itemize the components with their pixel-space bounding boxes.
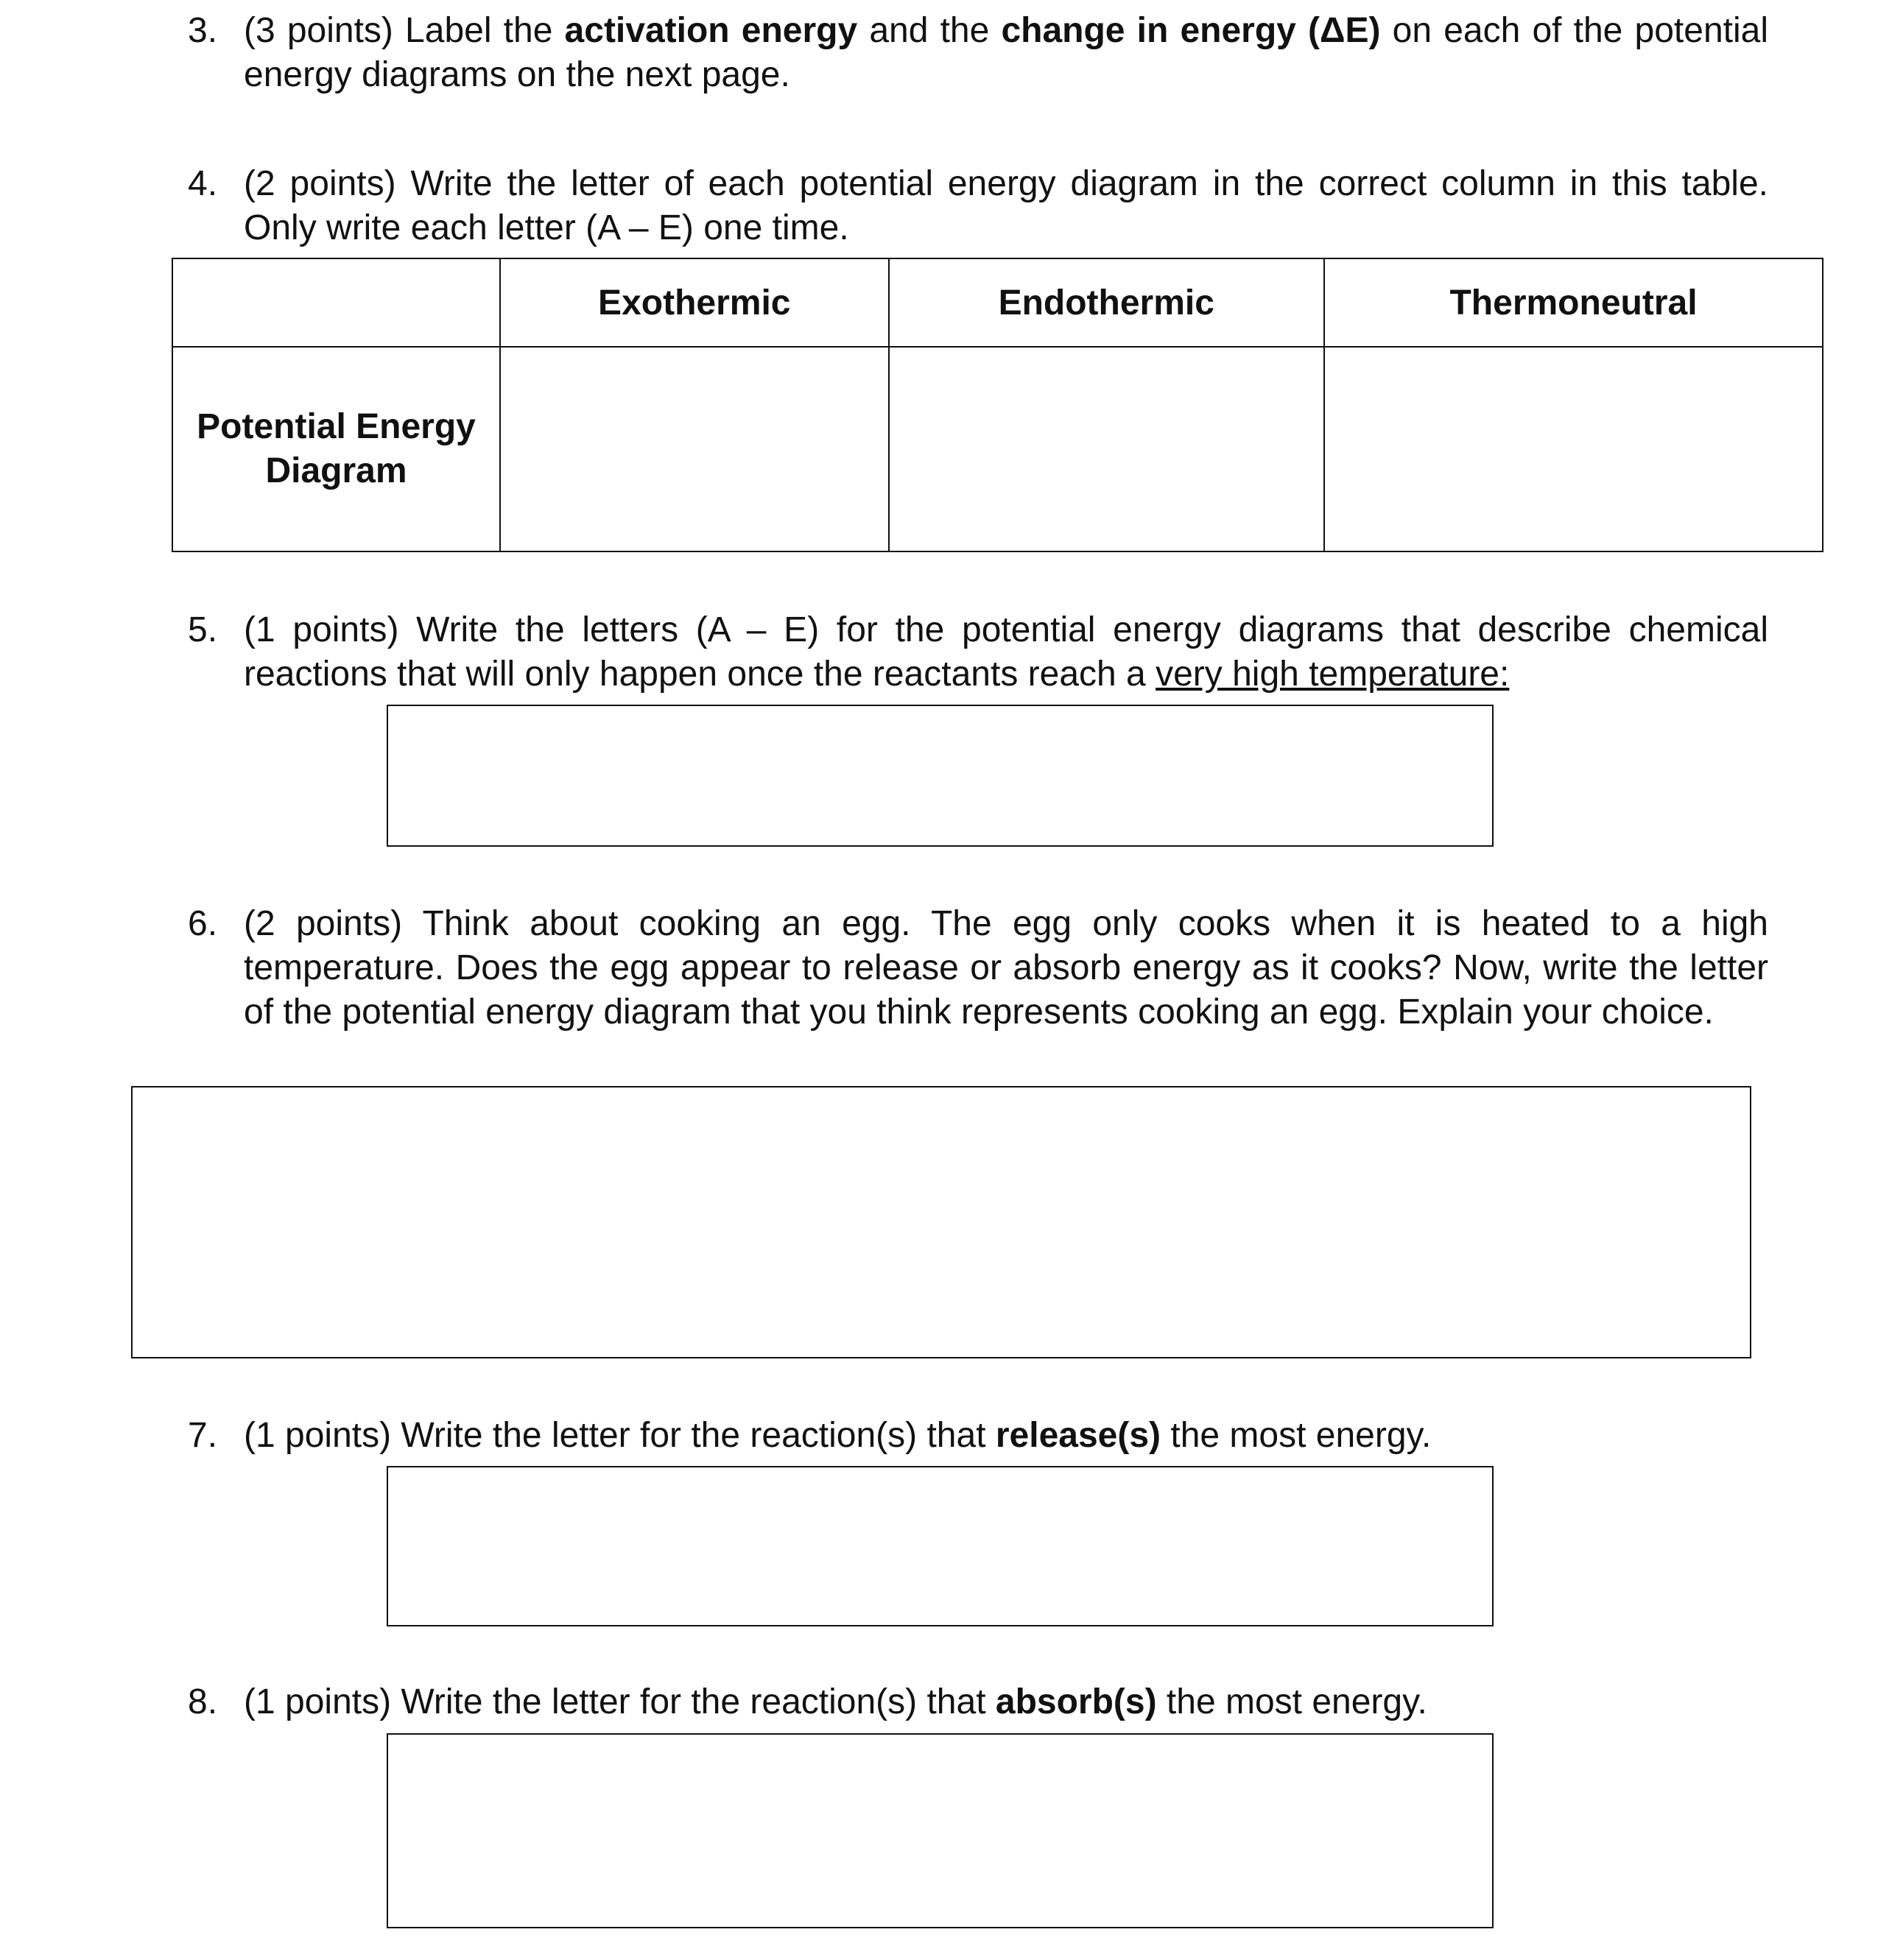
question-6: 6. (2 points) Think about cooking an egg. The egg only cooks when it is heated to a high temperature. Does the egg appear to release or absorb energy as it cooks? Now, write the letter of the potential energy diagram that you think represents cooking an egg. Explain your choice. [188,904,1768,1032]
q5-answer-box[interactable] [387,705,1494,847]
question-5: 5. (1 points) Write the letters (A – E) for the potential energy diagrams that describe chemical reactions that will only happen once the reactants reach a very high temperature: [188,610,1768,694]
q7-answer-box[interactable] [387,1466,1494,1626]
exothermic-answer-cell[interactable] [500,347,889,551]
thermoneutral-answer-cell[interactable] [1324,347,1823,551]
q6-answer-box[interactable] [131,1086,1751,1358]
q8-answer-box[interactable] [387,1733,1494,1928]
question-8: 8. (1 points) Write the letter for the reaction(s) that absorb(s) the most energy. [188,1682,1427,1721]
table-row-label: Potential Energy Diagram [172,347,500,551]
table-header-thermoneutral: Thermoneutral [1324,258,1823,347]
question-3: 3. (3 points) Label the activation energy and the change in energy (ΔE) on each of the potential energy diagrams on the next page. [188,11,1768,94]
question-4: 4. (2 points) Write the letter of each potential energy diagram in the correct column in this table. Only write each letter (A – E) one time. [188,164,1768,247]
question-7: 7. (1 points) Write the letter for the reaction(s) that release(s) the most energy. [188,1416,1432,1455]
classification-table [172,258,1824,552]
table-header-exothermic: Exothermic [500,258,889,347]
endothermic-answer-cell[interactable] [889,347,1325,551]
table-header-blank [172,258,500,347]
table-header-endothermic: Endothermic [889,258,1325,347]
